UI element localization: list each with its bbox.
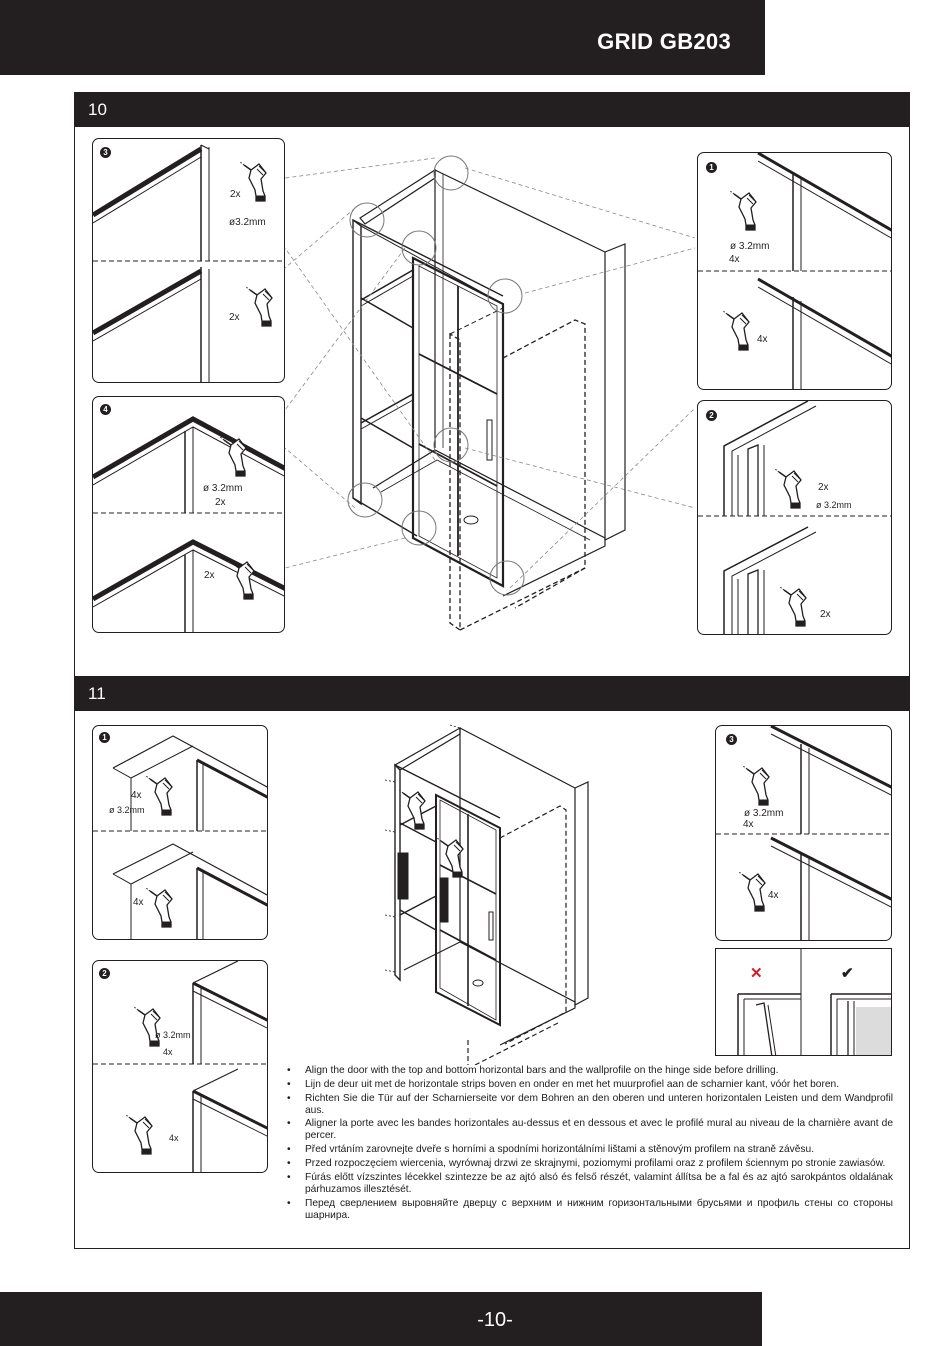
step11-detail-panel-1 (92, 725, 268, 940)
drill-size-label: ø 3.2mm (155, 1030, 191, 1040)
page-number: -10- (477, 1309, 513, 1331)
step10-detail-panel-3 (92, 138, 285, 383)
instruction-de: • Richten Sie die Tür auf der Scharnierseite vor dem Bohren an den oberen und unteren horizontalen Leisten und dem Wandprofil aus. (287, 1093, 893, 1117)
drill-size-label: ø3.2mm (229, 217, 266, 228)
step10-detail-panel-2 (697, 400, 892, 635)
drill-size-label: ø 3.2mm (744, 808, 784, 819)
header-bar (0, 0, 765, 75)
quantity-label: 4x (131, 790, 142, 801)
product-title: GRID GB203 (597, 29, 731, 54)
quantity-label: 2x (820, 609, 831, 620)
quantity-label: 4x (169, 1133, 179, 1143)
step11-detail-panel-3 (715, 725, 892, 941)
drill-size-label: ø 3.2mm (109, 805, 145, 815)
instruction-hu: • Fúrás előtt vízszintes lécekkel szintezze be az ajtó alsó és felső részét, valamint állítsa be a fal és az ajtó sarokpántos oldalának párhuzamos illesztését. (287, 1172, 893, 1196)
step-badge: 3 (100, 147, 111, 158)
step-badge: 2 (99, 968, 110, 979)
step10-detail-panel-4 (92, 396, 285, 633)
quantity-label: 2x (204, 570, 215, 581)
step-badge: 2 (706, 410, 717, 421)
quantity-label: 4x (163, 1047, 173, 1057)
footer-bar (0, 1292, 762, 1346)
quantity-label: 4x (729, 254, 740, 265)
alignment-comparison-panel (715, 948, 892, 1056)
cross-icon: ✕ (750, 965, 763, 982)
instruction-nl: • Lijn de deur uit met de horizontale strips boven en onder en met het muurprofiel aan de scharnier kant, vóór het boren. (287, 1079, 893, 1091)
instruction-cs: • Před vrtáním zarovnejte dveře s horními a spodními horizontálními lištami a stěnovým profilem na straně závěsu. (287, 1144, 893, 1156)
checkmark-icon: ✔ (841, 965, 854, 982)
quantity-label: 4x (768, 890, 779, 901)
step-badge: 1 (99, 732, 110, 743)
quantity-label: 4x (757, 334, 768, 345)
quantity-label: 2x (229, 312, 240, 323)
instruction-pl: • Przed rozpoczęciem wiercenia, wyrównaj drzwi ze skrajnymi, poziomymi profilami oraz z profilem ściennym po stronie zawiasów. (287, 1158, 893, 1170)
step-badge: 3 (726, 734, 737, 745)
instruction-fr: • Aligner la porte avec les bandes horizontales au-dessus et en dessous et avec le profilé mural au niveau de la charnière avant de percer. (287, 1118, 893, 1142)
drill-size-label: ø 3.2mm (730, 241, 770, 252)
shower-enclosure-drawing-step10 (285, 148, 695, 648)
quantity-label: 4x (133, 897, 144, 908)
step-badge: 4 (100, 404, 111, 415)
step-badge: 1 (706, 162, 717, 173)
step-10-header: 10 (75, 92, 909, 127)
shower-enclosure-drawing-step11 (370, 720, 610, 1065)
quantity-label: 2x (215, 497, 226, 508)
quantity-label: 4x (743, 819, 754, 830)
instruction-ru: • Перед сверлением выровняйте дверцу с верхним и нижним горизонтальными брусьями и профиль стены со стороны шарнира. (287, 1198, 893, 1222)
step-11-header: 11 (75, 676, 909, 711)
step10-detail-panel-1 (697, 152, 892, 390)
step11-detail-panel-2 (92, 960, 268, 1173)
drill-size-label: ø 3.2mm (203, 483, 243, 494)
instruction-en: • Align the door with the top and bottom horizontal bars and the wallprofile on the hinge side before drilling. (287, 1065, 893, 1077)
quantity-label: 2x (818, 482, 829, 493)
drill-size-label: ø 3.2mm (816, 500, 852, 510)
quantity-label: 2x (230, 189, 241, 200)
instruction-list (287, 1065, 893, 1223)
